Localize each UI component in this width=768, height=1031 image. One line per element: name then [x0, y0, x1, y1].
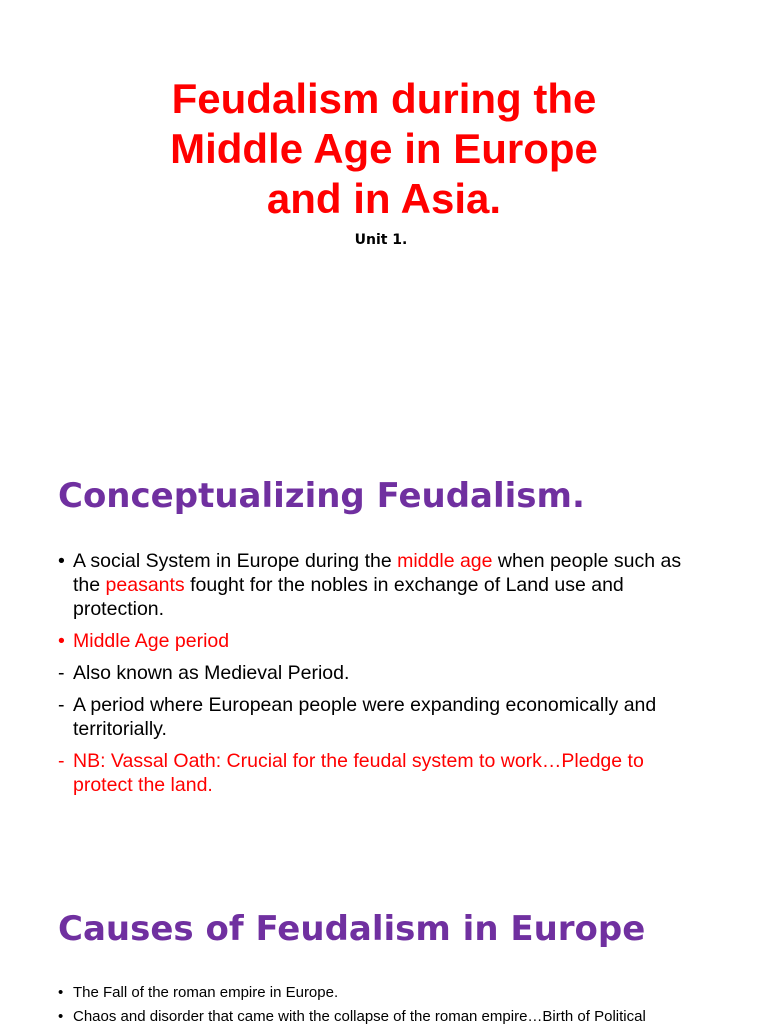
bullet-text: NB: Vassal Oath: Crucial for the feudal system to work…Pledge to protect the land.	[73, 750, 644, 796]
bullet-text: Middle Age period	[73, 630, 230, 652]
bullet-text: Also known as Medieval Period.	[73, 662, 350, 684]
presentation-subtitle: Unit 1.	[354, 232, 408, 248]
bullet-marker: •	[58, 550, 65, 572]
dash-item	[58, 661, 708, 685]
title-slide	[0, 0, 768, 432]
bullet-text-segment: when people such as the	[73, 550, 682, 596]
highlight-term: middle age	[397, 550, 493, 572]
causes-slide	[0, 864, 768, 1024]
dash-item	[58, 693, 708, 741]
bullet-text: The Fall of the roman empire in Europe.	[73, 984, 339, 1001]
bullet-item	[58, 629, 708, 653]
title-line: and in Asia.	[266, 175, 502, 222]
bullet-text-segment: A social System in Europe during the	[73, 550, 398, 572]
bullet-item	[58, 549, 708, 621]
dash-marker: -	[58, 750, 65, 772]
slide-heading: Causes of Feudalism in Europe	[58, 909, 646, 949]
title-line: Feudalism during the	[171, 75, 597, 122]
dash-marker: -	[58, 694, 65, 716]
highlight-term: peasants	[105, 574, 185, 596]
bullet-marker: •	[58, 984, 64, 1001]
concept-bullet-list	[58, 549, 708, 805]
dash-marker: -	[58, 662, 65, 684]
bullet-text-segment: fought for the nobles in exchange of Land use and protection.	[73, 574, 624, 620]
bullet-item	[58, 1007, 708, 1026]
bullet-text: A period where European people were expanding economically and territorially.	[73, 694, 657, 740]
bullet-item	[58, 983, 708, 1002]
concept-slide	[0, 432, 768, 864]
presentation-title	[0, 74, 768, 224]
slide-heading: Conceptualizing Feudalism.	[58, 476, 585, 516]
title-line: Middle Age in Europe	[170, 125, 598, 172]
dash-item	[58, 749, 708, 797]
bullet-marker: •	[58, 1008, 64, 1025]
bullet-marker: •	[58, 630, 65, 652]
bullet-text: Chaos and disorder that came with the collapse of the roman empire…Birth of Political	[73, 1008, 646, 1025]
